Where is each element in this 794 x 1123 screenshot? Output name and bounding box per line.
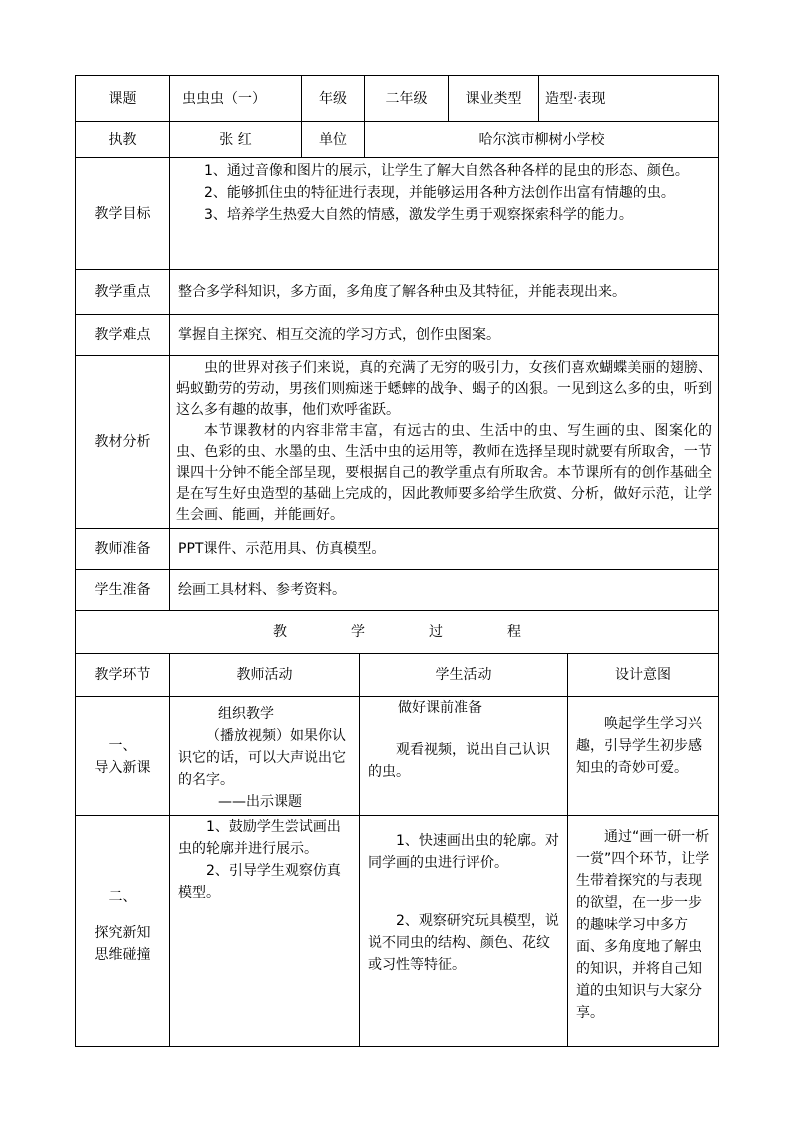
- process-title-text: 教学过程: [273, 624, 585, 640]
- analysis-label: [75, 355, 170, 529]
- key-points-label-text: 教学重点: [94, 284, 151, 300]
- process-header-stage: [75, 653, 170, 697]
- grade-label: [301, 75, 365, 122]
- process-header-student: [359, 653, 568, 697]
- teacher-activity-line: 2、引导学生观察仿真模型。: [178, 863, 341, 901]
- student-activity-line: 1、快速画出虫的轮廓。对同学画的虫进行评价。: [368, 833, 559, 871]
- row2-intent: [567, 815, 719, 1047]
- stage-name: 探究新知思维碰撞: [94, 925, 151, 963]
- intent-text: 通过“画一研一析一赏”四个环节，让学生带着探究的与表现的欲望，在一步一步的趣味学习中多方面、多角度地了解虫的知识，并将自己知道的虫知识与大家分享。: [576, 829, 710, 1021]
- course-label: [75, 75, 170, 122]
- header-text: 教师活动: [236, 667, 293, 683]
- student-prep-label-text: 学生准备: [94, 582, 151, 598]
- objective-item: 2、能够抓住虫的特征进行表现，并能够运用各种方法创作出富有情趣的虫。: [204, 185, 675, 201]
- course-value: [169, 75, 302, 122]
- student-activity-line: 做好课前准备: [398, 700, 482, 716]
- objective-item: 1、通过音像和图片的展示，让学生了解大自然各种各样的昆虫的形态、颜色。: [204, 163, 689, 179]
- key-points-content: [169, 269, 719, 315]
- objectives-label: [75, 157, 170, 270]
- teacher-label-text: 执教: [108, 131, 137, 148]
- teacher-value: [169, 121, 302, 158]
- stage-number: 一、: [108, 738, 137, 754]
- teacher-prep-label: [75, 528, 170, 570]
- header-text: 学生活动: [435, 667, 492, 683]
- header-text: 教学环节: [94, 667, 151, 683]
- grade-value-text: 二年级: [385, 90, 428, 107]
- difficulties-text: 掌握自主探究、相互交流的学习方式，创作虫图案。: [178, 327, 500, 343]
- teacher-prep-content: [169, 528, 719, 570]
- teacher-prep-text: PPT课件、示范用具、仿真模型。: [178, 541, 386, 557]
- student-prep-content: [169, 569, 719, 611]
- key-points-label: [75, 269, 170, 315]
- objective-item: 3、培养学生热爱大自然的情感，激发学生勇于观察探索科学的能力。: [204, 207, 633, 223]
- row2-student: [359, 815, 568, 1047]
- objectives-content: [169, 157, 719, 270]
- teacher-value-text: 张 红: [219, 131, 252, 148]
- analysis-content: [169, 355, 719, 529]
- difficulties-label-text: 教学难点: [94, 327, 151, 343]
- unit-value-text: 哈尔滨市柳树小学校: [478, 131, 605, 148]
- course-label-text: 课题: [108, 90, 137, 107]
- type-label-text: 课业类型: [465, 90, 522, 107]
- teacher-activity-line: 组织教学: [218, 706, 274, 722]
- row1-teacher: [169, 696, 360, 816]
- student-prep-label: [75, 569, 170, 611]
- unit-label: [301, 121, 365, 158]
- row2-stage: [75, 815, 170, 1047]
- teacher-prep-label-text: 教师准备: [94, 541, 151, 557]
- key-points-text: 整合多学科知识，多方面，多角度了解各种虫及其特征，并能表现出来。: [178, 284, 626, 300]
- header-text: 设计意图: [615, 667, 671, 683]
- unit-label-text: 单位: [319, 131, 347, 148]
- difficulties-label: [75, 314, 170, 356]
- stage-number: 二、: [108, 889, 137, 905]
- teacher-label: [75, 121, 170, 158]
- row1-stage: [75, 696, 170, 816]
- stage-name: 导入新课: [94, 760, 151, 776]
- student-activity-line: 2、观察研究玩具模型，说说不同虫的结构、颜色、花纹或习性等特征。: [368, 913, 559, 973]
- type-label: [448, 75, 539, 122]
- unit-value: [364, 121, 719, 158]
- objectives-label-text: 教学目标: [94, 205, 151, 222]
- grade-value: [364, 75, 449, 122]
- process-title: [75, 610, 719, 654]
- teacher-activity-line: （播放视频）如果你认识它的话，可以大声说出它的名字。: [178, 728, 346, 788]
- difficulties-content: [169, 314, 719, 356]
- analysis-paragraph: 本节课教材的内容非常丰富，有远古的虫、生活中的虫、写生画的虫、图案化的虫、色彩的虫、水墨的虫、生活中虫的运用等，教师在选择呈现时就要有所取舍，一节课四十分钟不能全部呈现，要根据自己的教学重点有所取舍。本节课所有的创作基础全是在写生好虫造型的基础上完成的，因此教师要多给学生欣赏、分析，做好示范，让学生会画、能画，并能画好。: [176, 423, 712, 523]
- teacher-activity-line: ——出示课题: [218, 794, 302, 810]
- row1-student: [359, 696, 568, 816]
- grade-label-text: 年级: [319, 90, 347, 107]
- process-header-intent: [567, 653, 719, 697]
- student-prep-text: 绘画工具材料、参考资料。: [178, 582, 346, 598]
- row1-intent: [567, 696, 719, 816]
- student-activity-line: 观看视频，说出自己认识的虫。: [368, 742, 550, 780]
- course-value-text: 虫虫虫（一）: [182, 90, 266, 107]
- intent-text: 唤起学生学习兴趣，引导学生初步感知虫的奇妙可爱。: [576, 716, 702, 776]
- analysis-paragraph: 虫的世界对孩子们来说，真的充满了无穷的吸引力，女孩们喜欢蝴蝶美丽的翅膀、蚂蚁勤劳的劳动，男孩们则痴迷于蟋蟀的战争、蝎子的凶狠。一见到这么多的虫，听到这么多有趣的故事，他们欢呼雀跃。: [176, 360, 712, 418]
- type-value: [538, 75, 719, 122]
- type-value-text: 造型·表现: [545, 90, 606, 107]
- analysis-label-text: 教材分析: [94, 434, 151, 450]
- row2-teacher: [169, 815, 360, 1047]
- teacher-activity-line: 1、鼓励学生尝试画出虫的轮廓并进行展示。: [178, 819, 341, 857]
- process-header-teacher: [169, 653, 360, 697]
